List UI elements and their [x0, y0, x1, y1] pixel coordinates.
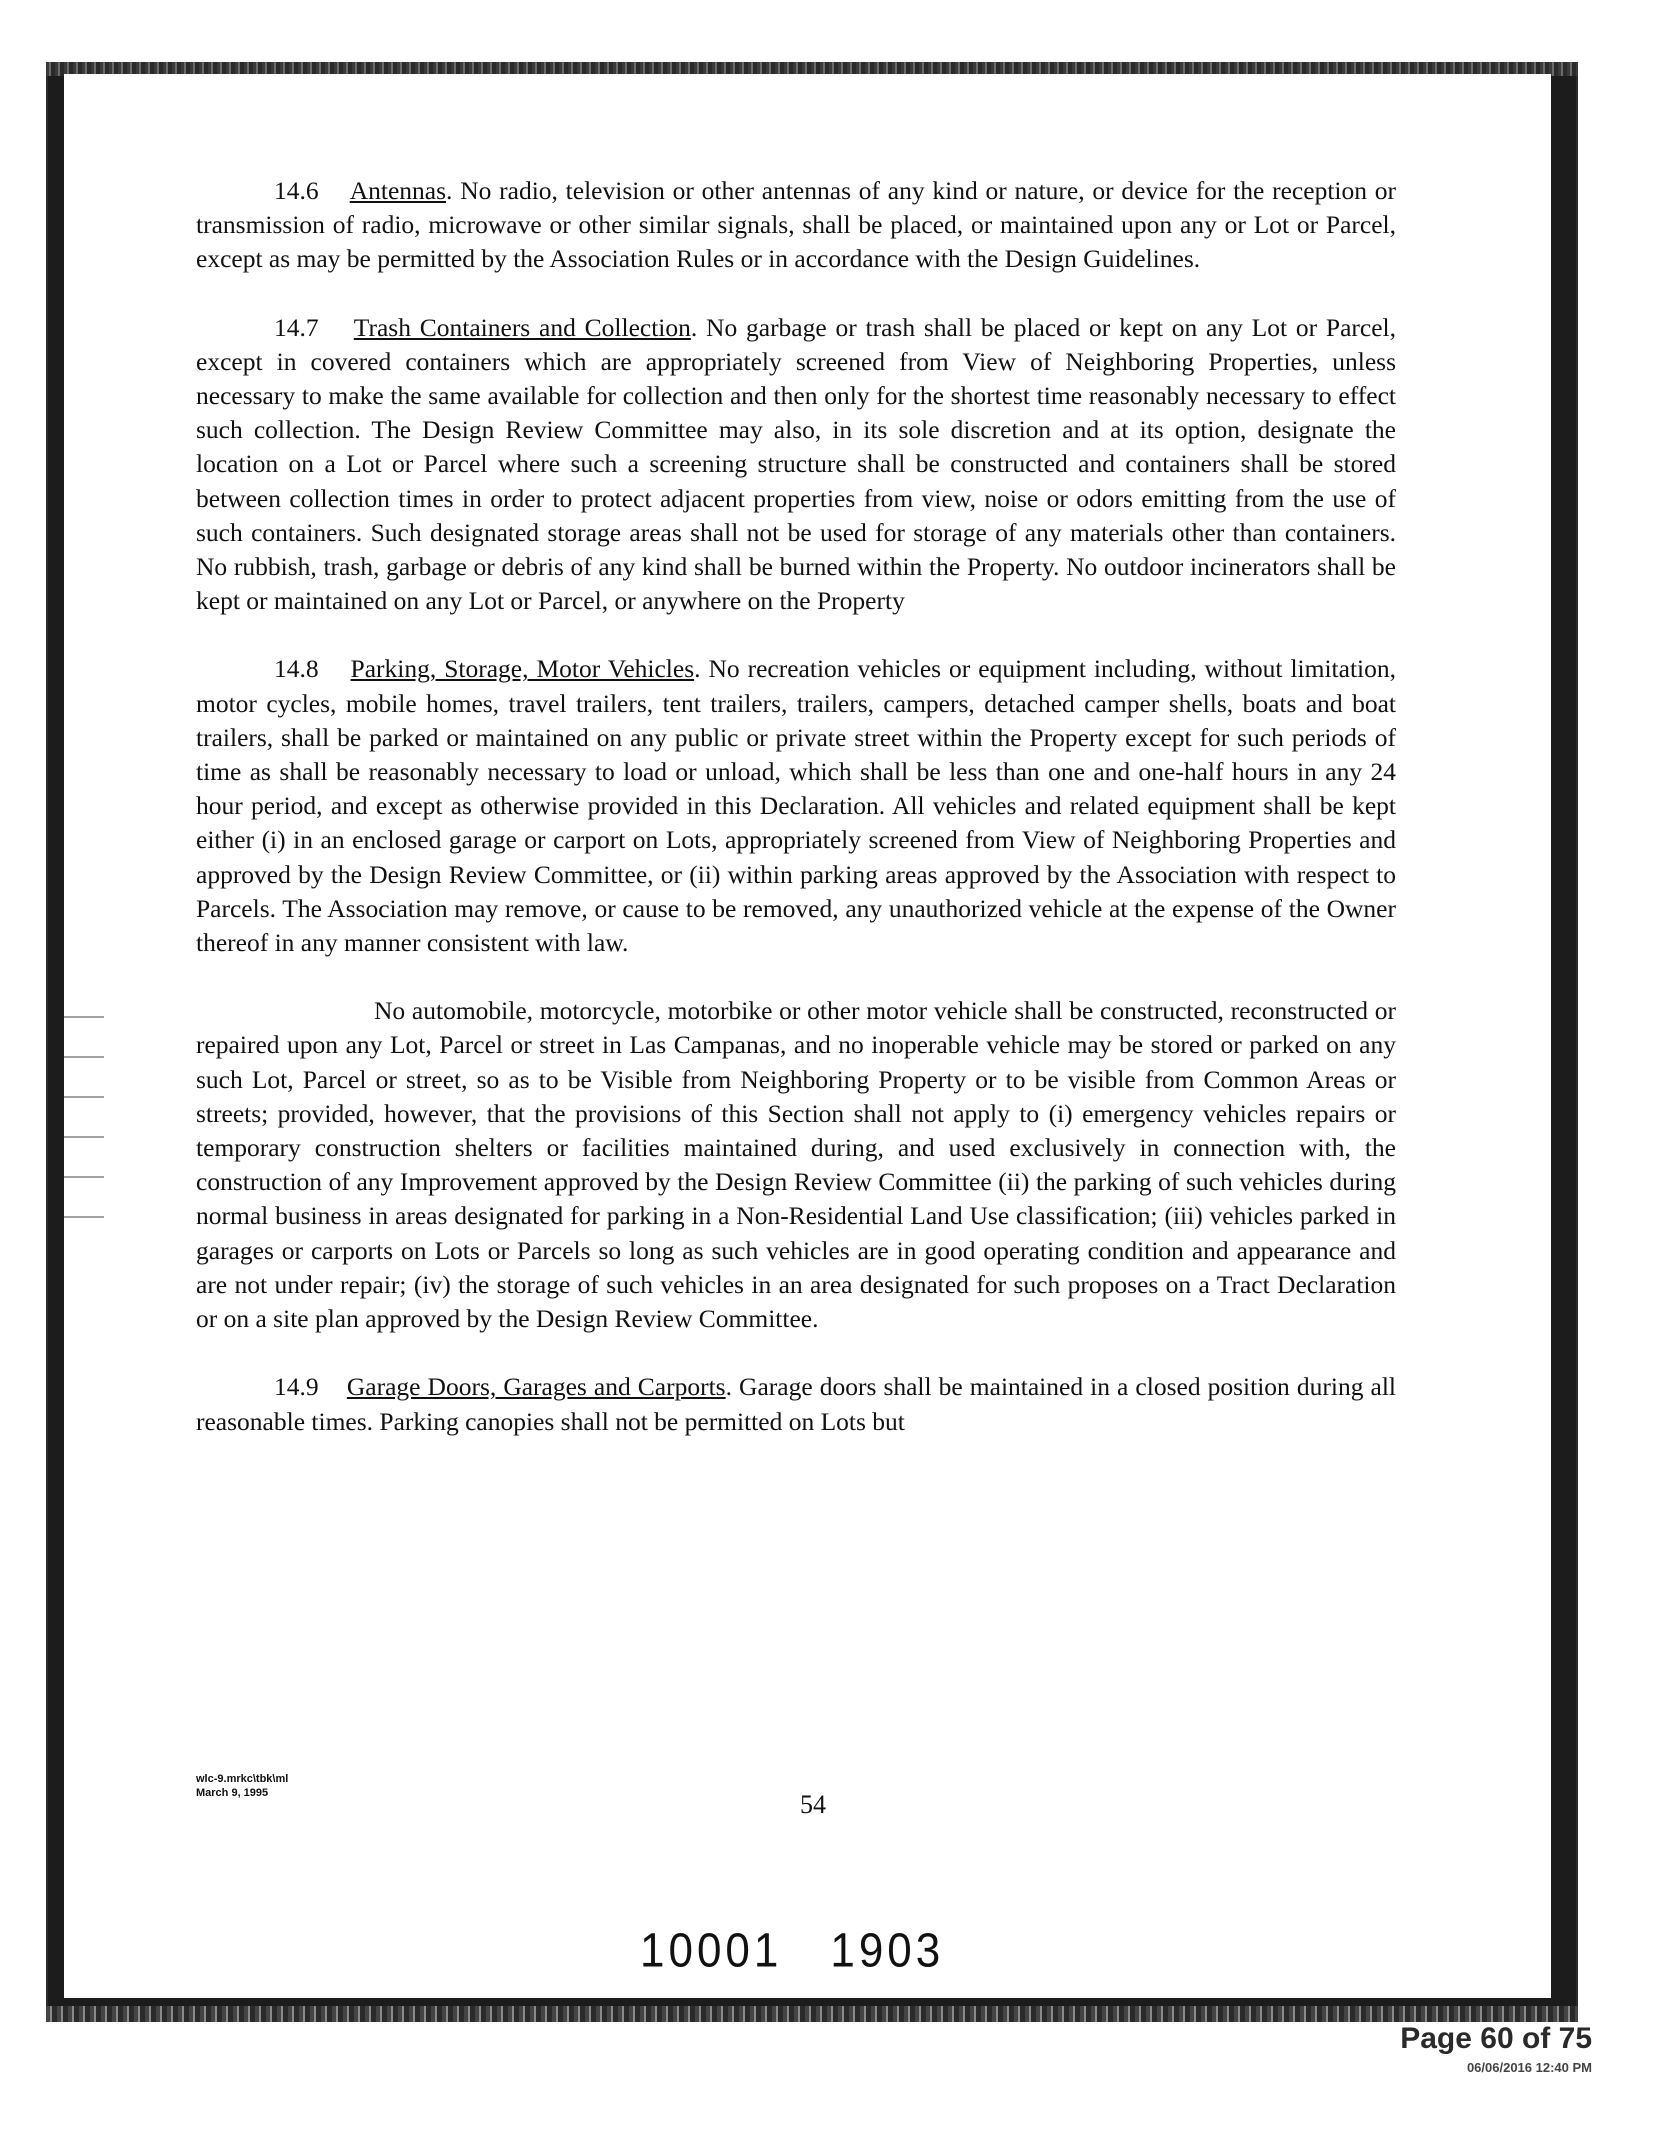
section-heading: Garage Doors, Garages and Carports: [346, 1372, 726, 1402]
section-text: . No radio, television or other antennas of any kind or nature, or device for the reception or transmission of radio, microwave or other similar signals, shall be placed, or maintained upon any or Lot or Parcel, except as may be permitted by the Association Rules or in accordance with the Design Guidelines.: [196, 176, 1397, 274]
section-number: 14.8: [274, 654, 319, 684]
recording-stamp: [640, 1924, 944, 1979]
page-counter: Page 60 of 75: [1400, 2022, 1592, 2055]
recording-page: 1903: [830, 1923, 945, 1978]
section-14-8: [196, 652, 1396, 960]
document-body: [196, 174, 1396, 1473]
section-heading: Parking, Storage, Motor Vehicles: [350, 654, 695, 684]
section-heading: Antennas: [349, 176, 447, 205]
section-text: . No garbage or trash shall be placed or kept on any Lot or Parcel, except in covered containers which are appropriately screened from View of Neighboring Properties, unless necessary to make the same available for collection and then only for the shortest time reasonably necessary to effect such collection. The Design Review Committee may also, in its sole discretion and at its option, designate the location on a Lot or Parcel where such a screening structure shall be constructed and containers shall be stored between collection times in order to protect adjacent properties from view, noise or odors emitting from the use of such containers. Such designated storage areas shall not be used for storage of any materials other than containers. No rubbish, trash, garbage or debris of any kind shall be burned within the Property. No outdoor incinerators shall be kept or maintained on any Lot or Parcel, or anywhere on the Property: [196, 312, 1396, 616]
section-number: 14.9: [274, 1372, 319, 1402]
section-text: . Garage doors shall be maintained in a closed position during all reasonable times. Parking canopies shall not be permitted on Lots but: [196, 1372, 1396, 1436]
section-14-6: [196, 174, 1396, 277]
recording-book: 10001: [640, 1923, 783, 1978]
section-14-9: [196, 1370, 1396, 1438]
section-14-8-continued: [196, 994, 1396, 1336]
document-footer-ref: [196, 1772, 288, 1800]
section-heading: Trash Containers and Collection: [353, 312, 691, 342]
footer-date: March 9, 1995: [196, 1787, 269, 1799]
section-text: No automobile, motorcycle, motorbike or other motor vehicle shall be constructed, reconstructed or repaired upon any Lot, Parcel or street in Las Campanas, and no inoperable vehicle may be stored or parked on any such Lot, Parcel or street, so as to be Visible from Neighboring Property or to be visible from Common Areas or streets; provided, however, that the provisions of this Section shall not apply to (i) emergency vehicles repairs or temporary construction shelters or facilities maintained during, and used exclusively in connection with, the construction of any Improvement approved by the Design Review Committee (ii) the parking of such vehicles during normal business in areas designated for parking in a Non-Residential Land Use classification; (iii) vehicles parked in garages or carports on Lots or Parcels so long as such vehicles are in good operating condition and appearance and are not under repair; (iv) the storage of such vehicles in an area designated for such proposes on a Tract Declaration or on a site plan approved by the Design Review Committee.: [196, 996, 1396, 1334]
page-number: 54: [800, 1790, 826, 1819]
section-14-7: [196, 311, 1396, 619]
section-number: 14.6: [274, 176, 319, 205]
file-reference: wlc-9.mrkc\tbk\ml: [196, 1773, 289, 1785]
scan-timestamp: 06/06/2016 12:40 PM: [1466, 2060, 1592, 2075]
scan-margin-marks: [64, 994, 104, 1254]
section-number: 14.7: [274, 312, 319, 342]
section-text: . No recreation vehicles or equipment including, without limitation, motor cycles, mobile homes, travel trailers, tent trailers, trailers, campers, detached camper shells, boats and boat trailers, shall be parked or maintained on any public or private street within the Property except for such periods of time as shall be reasonably necessary to load or unload, which shall be less than one and one-half hours in any 24 hour period, and except as otherwise provided in this Declaration. All vehicles and related equipment shall be kept either (i) in an enclosed garage or carport on Lots, appropriately screened from View of Neighboring Properties and approved by the Design Review Committee, or (ii) within parking areas approved by the Association with respect to Parcels. The Association may remove, or cause to be removed, any unauthorized vehicle at the expense of the Owner thereof in any manner consistent with law.: [196, 654, 1396, 958]
